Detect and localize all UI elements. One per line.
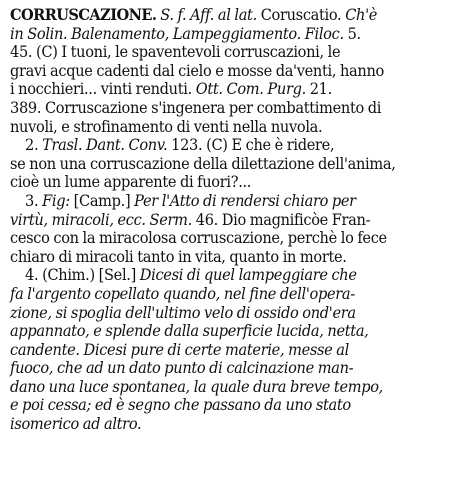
entry-line	[10, 173, 436, 192]
entry-text: S. f. Aff. al lat.	[156, 6, 257, 24]
entry-text: appannato, e splende dalla superficie lucida, netta,	[10, 322, 369, 341]
entry-line	[10, 359, 436, 378]
entry-line	[10, 80, 436, 99]
entry-text: 45. (C) I tuoni, le spaventevoli corruscazioni, le	[10, 43, 341, 62]
entry-text: nuvoli, e strofinamento di venti nella nuvola.	[10, 117, 323, 136]
entry-text: gravi acque cadenti dal cielo e mosse da'venti, hanno	[10, 61, 384, 80]
entry-line	[10, 266, 436, 285]
dictionary-entry	[10, 6, 463, 434]
entry-line	[10, 118, 436, 137]
entry-text: Dicesi di quel lampeggiare che	[135, 266, 357, 285]
entry-text: [Camp.]	[69, 191, 131, 210]
entry-text: fa l'argento copellato quando, nel fine dell'opera-	[10, 284, 355, 303]
entry-line	[10, 155, 436, 174]
entry-text: Ott. Com. Purg.	[191, 80, 306, 99]
entry-line	[10, 99, 436, 118]
entry-line	[10, 304, 436, 323]
entry-line	[10, 341, 436, 360]
entry-line	[10, 136, 436, 155]
entry-line	[10, 229, 436, 248]
entry-line	[10, 211, 436, 230]
entry-text: candente. Dicesi pure di certe materie, messe al	[10, 340, 350, 359]
entry-line	[10, 415, 436, 434]
entry-text: Fig:	[38, 191, 70, 210]
entry-text: 46. Dio magnificòe Fran-	[191, 210, 371, 229]
entry-text: 5.	[343, 24, 361, 43]
entry-line	[10, 62, 436, 81]
entry-text: Ch'è	[345, 6, 378, 24]
entry-text: e poi cessa; ed è segno che passano da uno stato	[10, 396, 351, 415]
entry-line	[10, 6, 436, 25]
entry-text: in Solin. Balenamento, Lampeggiamento. Filoc.	[10, 24, 344, 43]
entry-line	[10, 25, 436, 44]
entry-text: Coruscatio.	[256, 6, 346, 24]
entry-text: 21.	[305, 80, 332, 99]
entry-text: cesco con la miracolosa corruscazione, perchè lo fece	[10, 229, 387, 248]
entry-text: chiaro di miracoli tanto in vita, quanto in morte.	[10, 247, 347, 266]
entry-line	[10, 43, 436, 62]
entry-line	[10, 396, 436, 415]
entry-text: Trasl. Dant. Conv.	[38, 136, 168, 155]
entry-line	[10, 192, 436, 211]
entry-text: 389. Corruscazione s'ingenera per combattimento di	[10, 98, 382, 117]
entry-text: 123. (C) E che è ridere,	[167, 136, 335, 155]
entry-line	[10, 248, 436, 267]
entry-text: zione, si spoglia dell'ultimo velo di ossido ond'era	[10, 303, 356, 322]
entry-text: dano una luce spontanea, la quale dura breve tempo,	[10, 377, 383, 396]
entry-line	[10, 285, 436, 304]
entry-text: isomerico ad altro.	[10, 415, 142, 434]
entry-line	[10, 322, 436, 341]
entry-line	[10, 378, 436, 397]
entry-text: se non una corruscazione della dilettazione dell'anima,	[10, 154, 396, 173]
entry-text: Per l'Atto di rendersi chiaro per	[130, 191, 356, 210]
entry-text: fuoco, che ad un dato punto di calcinazione man-	[10, 359, 354, 378]
entry-text: i nocchieri... vinti renduti.	[10, 80, 192, 99]
entry-text: 4. (Chim.) [Sel.]	[25, 266, 136, 285]
entry-text: 3.	[25, 191, 39, 210]
headword: CORRUSCAZIONE.	[10, 5, 157, 24]
entry-text: virtù, miracoli, ecc. Serm.	[10, 210, 192, 229]
entry-text: cioè un lume apparente di fuori?...	[10, 173, 252, 192]
entry-text: 2.	[25, 136, 39, 155]
